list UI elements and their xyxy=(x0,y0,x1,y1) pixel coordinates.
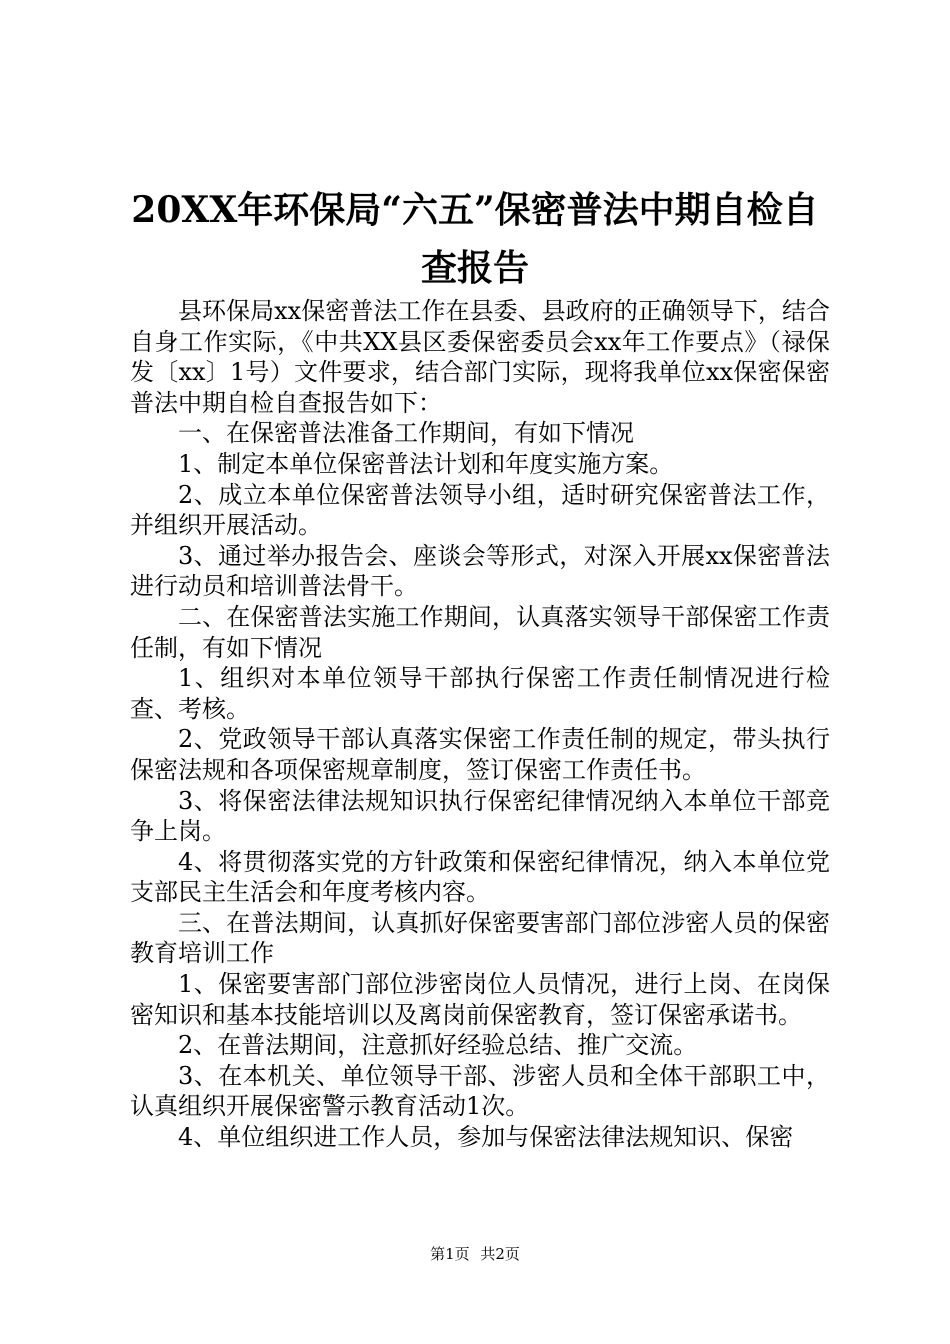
page-footer xyxy=(0,1243,950,1264)
paragraph-section-1-heading: 一、在保密普法准备工作期间，有如下情况 xyxy=(178,419,634,448)
page-total: 共2页 xyxy=(480,1245,520,1263)
paragraph-item: 4、单位组织进工作人员，参加与保密法律法规知识、保密 xyxy=(178,1123,794,1152)
paragraph-item: 2、在普法期间，注意抓好经验总结、推广交流。 xyxy=(178,1031,698,1060)
paragraph-item: 1、组织对本单位领导干部执行保密工作责任制情况进行检查、考核。 xyxy=(130,664,830,723)
page-number: 第1页 xyxy=(430,1245,470,1263)
paragraph-item: 1、保密要害部门部位涉密岗位人员情况，进行上岗、在岗保密知识和基本技能培训以及离岗前保密教育，签订保密承诺书。 xyxy=(130,970,830,1029)
document-title-line-1: 20XX年环保局“六五”保密普法中期自检自 xyxy=(131,189,819,231)
paragraph-item: 2、党政领导干部认真落实保密工作责任制的规定，带头执行保密法规和各项保密规章制度，签订保密工作责任书。 xyxy=(130,725,830,784)
paragraph-item: 3、在本机关、单位领导干部、涉密人员和全体干部职工中，认真组织开展保密警示教育活动1次。 xyxy=(130,1061,830,1121)
document-body xyxy=(130,296,830,1153)
paragraph-section-2-heading: 二、在保密普法实施工作期间，认真落实领导干部保密工作责任制，有如下情况 xyxy=(130,602,830,662)
paragraph-item: 4、将贯彻落实党的方针政策和保密纪律情况，纳入本单位党支部民主生活会和年度考核内容。 xyxy=(130,847,830,907)
paragraph-item: 3、将保密法律法规知识执行保密纪律情况纳入本单位干部竞争上岗。 xyxy=(130,786,830,846)
paragraph-section-3-heading: 三、在普法期间，认真抓好保密要害部门部位涉密人员的保密教育培训工作 xyxy=(130,908,830,968)
paragraph-item: 1、制定本单位保密普法计划和年度实施方案。 xyxy=(178,449,674,478)
paragraph-intro: 县环保局xx保密普法工作在县委、县政府的正确领导下，结合自身工作实际，《中共XX县区委保密委员会xx年工作要点》（禄保发〔xx〕1号）文件要求，结合部门实际，现将我单位xx保密保密普法中期自检自查报告如下： xyxy=(130,297,830,417)
paragraph-item: 2、成立本单位保密普法领导小组，适时研究保密普法工作，并组织开展活动。 xyxy=(130,480,830,540)
paragraph-item: 3、通过举办报告会、座谈会等形式，对深入开展xx保密普法进行动员和培训普法骨干。 xyxy=(130,541,830,601)
document-title-line-2: 查报告 xyxy=(420,247,529,289)
